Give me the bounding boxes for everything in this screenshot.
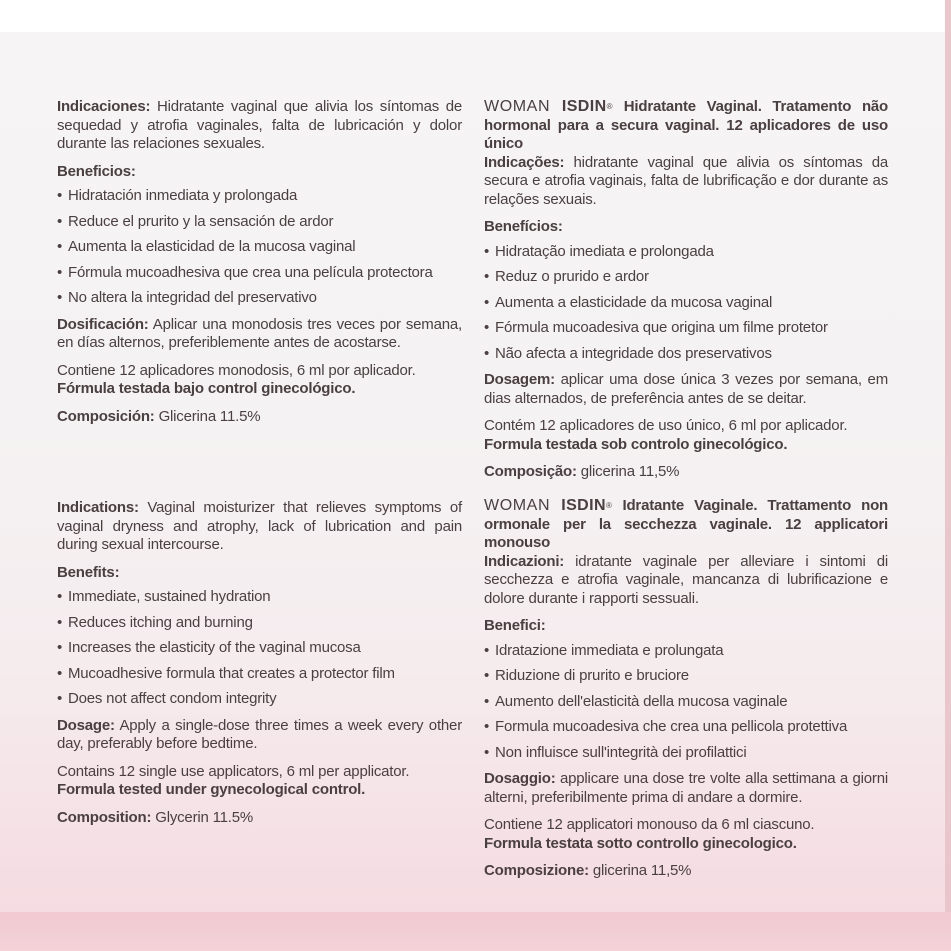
es-dosage: Dosificación: Aplicar una monodosis tres veces por semana, en días alternos, preferiblemente antes de acostarse. (57, 315, 462, 351)
list-item: • Riduzione di prurito e bruciore (484, 667, 888, 686)
pt-tested: Formula testada sob controlo ginecológico. (484, 435, 788, 453)
pt-dosage: Dosagem: aplicar uma dose única 3 vezes por semana, em dias alternados, de preferência antes de se deitar. (484, 371, 888, 407)
list-item: • Does not affect condom integrity (57, 690, 462, 709)
pt-composition: Composição: glicerina 11,5% (484, 463, 680, 480)
list-item: • Hidratación inmediata y prolongada (57, 187, 462, 206)
en-benefits-heading: Benefits: (57, 563, 120, 581)
list-item: • Aumenta la elasticidad de la mucosa vaginal (57, 238, 462, 257)
list-item: • Hidratação imediata e prolongada (484, 243, 888, 262)
list-item: • Fórmula mucoadesiva que origina um filme protetor (484, 319, 888, 338)
list-item: • Increases the elasticity of the vaginal mucosa (57, 639, 462, 658)
spanish-section (57, 98, 462, 435)
en-dosage: Dosage: Apply a single-dose three times a week every other day, preferably before bedtime. (57, 716, 462, 752)
en-composition: Composition: Glycerin 11.5% (57, 808, 254, 826)
es-indications: Indicaciones: Hidratante vaginal que alivia los síntomas de sequedad y atrofia vaginales, falta de lubricación y dolor durante las relaciones sexuales. (57, 98, 462, 152)
pt-headline: WOMAN ISDIN® Hidratante Vaginal. Tratamento não hormonal para a secura vaginal. 12 aplicadores de uso único (484, 98, 889, 152)
es-benefits-list (57, 187, 462, 308)
package-right-edge (945, 0, 951, 951)
list-item: • Reduce el prurito y la sensación de ardor (57, 213, 462, 232)
es-contains: Contiene 12 aplicadores monodosis, 6 ml por aplicador. (57, 361, 416, 379)
pt-contains: Contém 12 aplicadores de uso único, 6 ml por aplicador. (484, 417, 848, 434)
portuguese-section (484, 98, 888, 491)
package-bottom-edge (0, 912, 951, 951)
en-indications: Indications: Vaginal moisturizer that relieves symptoms of vaginal dryness and atrophy, lack of lubrication and pain during sexual intercourse. (57, 499, 462, 553)
list-item: • No altera la integridad del preservativo (57, 289, 462, 308)
list-item: • Reduces itching and burning (57, 614, 462, 633)
en-contains: Contains 12 single use applicators, 6 ml per applicator. (57, 762, 410, 780)
list-item: • Aumento dell'elasticità della mucosa vaginale (484, 693, 888, 712)
list-item: • Formula mucoadesiva che crea una pellicola protettiva (484, 718, 888, 737)
list-item: • Mucoadhesive formula that creates a protector film (57, 665, 462, 684)
it-indications: Indicazioni: idratante vaginale per alleviare i sintomi di secchezza e atrofia vaginale, mancanza di lubrificazione e dolore durante i rapporti sessuali. (484, 552, 888, 607)
brand-logo: WOMAN ISDIN® (484, 98, 614, 115)
english-section (57, 499, 462, 836)
it-headline: WOMAN ISDIN® Idratante Vaginale. Trattamento non ormonale per la secchezza vaginale. 12 applicatori monouso (484, 497, 889, 551)
es-composition: Composición: Glicerina 11.5% (57, 407, 261, 425)
it-dosage: Dosaggio: applicare una dose tre volte alla settimana a giorni alterni, preferibilmente prima di andare a dormire. (484, 770, 888, 806)
list-item: • Aumenta a elasticidade da mucosa vaginal (484, 294, 888, 313)
list-item: • Reduz o prurido e ardor (484, 268, 888, 287)
list-item: • Non influisce sull'integrità dei profilattici (484, 744, 888, 763)
en-benefits-list (57, 588, 462, 709)
it-tested: Formula testata sotto controllo ginecologico. (484, 834, 797, 852)
background-top-edge (0, 0, 951, 32)
it-benefits-heading: Benefici: (484, 617, 546, 634)
es-benefits-heading: Beneficios: (57, 162, 136, 180)
it-contains: Contiene 12 applicatori monouso da 6 ml ciascuno. (484, 816, 815, 833)
italian-section (484, 497, 888, 890)
it-composition: Composizione: glicerina 11,5% (484, 862, 692, 879)
list-item: • Fórmula mucoadhesiva que crea una película protectora (57, 264, 462, 283)
en-tested: Formula tested under gynecological control. (57, 781, 366, 798)
pt-benefits-list (484, 243, 888, 364)
pt-benefits-heading: Benefícios: (484, 218, 563, 235)
list-item: • Immediate, sustained hydration (57, 588, 462, 607)
it-benefits-list (484, 642, 888, 763)
list-item: • Não afecta a integridade dos preservativos (484, 345, 888, 364)
brand-logo: WOMAN ISDIN® (484, 497, 613, 514)
es-tested: Fórmula testada bajo control ginecológico. (57, 380, 356, 397)
list-item: • Idratazione immediata e prolungata (484, 642, 888, 661)
pt-indications: Indicações: hidratante vaginal que alivia os síntomas da secura e atrofia vaginais, falta de lubrificação e dor durante as relações sexuais. (484, 153, 888, 208)
